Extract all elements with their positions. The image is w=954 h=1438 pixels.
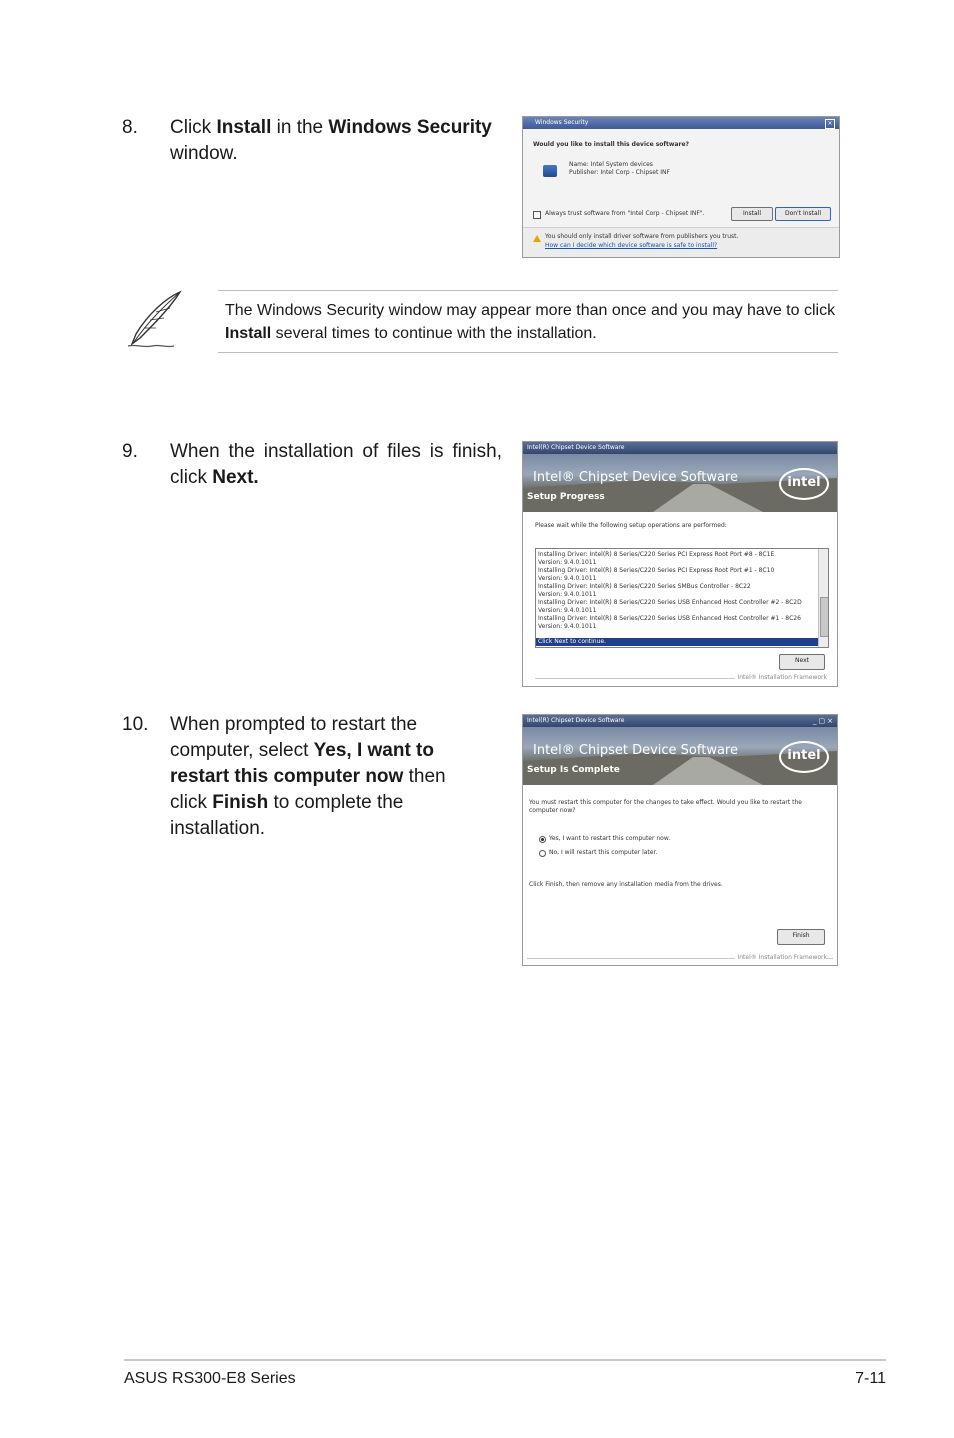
progress-banner-subtitle: Setup Progress	[527, 492, 605, 502]
log-line: Installing Driver: Intel(R) 8 Series/C220 Series PCI Express Root Port #8 - 8C1E	[538, 551, 775, 558]
progress-title-bar	[523, 442, 837, 454]
intel-logo-icon: intel	[779, 468, 829, 500]
step-10-text-part: to complete the installation.	[170, 792, 404, 839]
dont-install-button[interactable]: Don't Install	[775, 207, 831, 221]
complete-framework-label: Intel® Installation Framework	[737, 954, 827, 961]
progress-log-selected: Click Next to continue.	[536, 638, 818, 646]
step-9-next-label: Next.	[212, 467, 259, 488]
note-install-label: Install	[225, 325, 272, 342]
scrollbar-thumb[interactable]	[820, 597, 829, 637]
progress-log-box	[535, 548, 829, 648]
complete-finish-hint: Click Finish, then remove any installation media from the drives.	[529, 881, 723, 888]
setup-progress-screenshot	[522, 441, 838, 687]
footer-rule	[124, 1359, 886, 1361]
step-8-text-part: window.	[170, 143, 238, 164]
warning-icon	[533, 235, 541, 242]
security-name-line: Name: Intel System devices	[569, 161, 653, 168]
install-button[interactable]: Install	[731, 207, 773, 221]
step-8-install-label: Install	[216, 117, 272, 138]
step-9-text	[170, 439, 502, 491]
security-warning-text	[545, 233, 738, 241]
windows-security-screenshot	[522, 116, 840, 258]
log-line: Version: 9.4.0.1011	[538, 607, 597, 614]
log-line: Installing Driver: Intel(R) 8 Series/C220 Series USB Enhanced Host Controller #1 - 8C26	[538, 615, 801, 622]
log-line: Version: 9.4.0.1011	[538, 559, 597, 566]
step-9-text-part: When the installation of files is finish, click	[170, 441, 502, 488]
step-10-number: 10.	[122, 714, 149, 735]
complete-message: You must restart this computer for the changes to take effect. Would you like to restart the computer now?	[529, 799, 802, 814]
note-rule-bottom	[218, 352, 838, 353]
warning-text: You should only install driver software from publishers you trust.	[545, 233, 739, 240]
log-line: Version: 9.4.0.1011	[538, 575, 597, 582]
intel-logo-icon: intel	[779, 741, 829, 773]
radio-no-label: No, I will restart this computer later.	[549, 849, 658, 856]
step-8-text-part: in the	[271, 117, 329, 138]
note-text	[225, 299, 845, 345]
security-publisher-line: Publisher: Intel Corp - Chipset INF	[569, 169, 670, 176]
complete-banner	[523, 727, 837, 785]
progress-instruction: Please wait while the following setup operations are performed:	[535, 522, 727, 529]
progress-log-lines	[538, 551, 818, 631]
progress-framework-label: Intel® Installation Framework	[737, 674, 827, 681]
step-9-number: 9.	[122, 441, 138, 462]
log-line: Version: 9.4.0.1011	[538, 623, 597, 630]
close-icon: ×	[825, 119, 835, 129]
step-8-text	[170, 115, 510, 167]
progress-banner-title: Intel® Chipset Device Software	[533, 470, 738, 485]
note-rule-top	[218, 290, 838, 291]
progress-title: Intel(R) Chipset Device Software	[527, 444, 625, 451]
security-question: Would you like to install this device software?	[533, 141, 690, 148]
complete-banner-subtitle: Setup Is Complete	[527, 765, 620, 775]
step-10-finish-label: Finish	[212, 792, 269, 813]
step-10-text-part: then click	[170, 766, 446, 813]
always-trust-checkbox[interactable]	[533, 211, 541, 219]
complete-title: Intel(R) Chipset Device Software	[527, 717, 625, 724]
radio-no[interactable]	[539, 850, 546, 857]
complete-banner-title: Intel® Chipset Device Software	[533, 743, 738, 758]
progress-banner	[523, 454, 837, 512]
footer-left: ASUS RS300-E8 Series	[124, 1370, 296, 1387]
device-icon	[543, 165, 557, 177]
note-text-part: The Windows Security window may appear more than once and you may have to click	[225, 302, 836, 319]
note-pen-icon	[122, 288, 186, 352]
log-line: Installing Driver: Intel(R) 8 Series/C220 Series USB Enhanced Host Controller #2 - 8C2D	[538, 599, 802, 606]
complete-title-bar	[523, 715, 837, 727]
radio-yes-label: Yes, I want to restart this computer now.	[549, 835, 671, 842]
window-controls-icon[interactable]: _▢×	[813, 717, 835, 725]
step-10-text-part: When prompted to restart the computer, select	[170, 714, 418, 761]
log-line: Installing Driver: Intel(R) 8 Series/C220 Series SMBus Controller - 8C22	[538, 583, 751, 590]
log-line: Installing Driver: Intel(R) 8 Series/C220 Series PCI Express Root Port #1 - 8C10	[538, 567, 775, 574]
security-title: Windows Security	[535, 119, 589, 126]
step-10-text	[170, 712, 460, 842]
step-8-text-part: Click	[170, 117, 217, 138]
always-trust-label: Always trust software from "Intel Corp - Chipset INF".	[545, 210, 705, 217]
step-8-windows-security-label: Windows Security	[328, 117, 492, 138]
step-10-restart-label: Yes, I want to restart this computer now	[170, 740, 434, 787]
next-button[interactable]: Next	[779, 654, 825, 670]
setup-complete-screenshot	[522, 714, 838, 966]
note-text-part: several times to continue with the installation.	[271, 325, 597, 342]
finish-button[interactable]: Finish	[777, 929, 825, 945]
log-line: Version: 9.4.0.1011	[538, 591, 597, 598]
footer-right: 7-11	[855, 1370, 886, 1387]
security-warning-link[interactable]: How can I decide which device software is safe to install?	[545, 242, 718, 249]
step-8-number: 8.	[122, 117, 138, 138]
security-title-bar	[523, 117, 839, 129]
radio-yes[interactable]	[539, 836, 546, 843]
log-scrollbar[interactable]	[818, 549, 828, 647]
